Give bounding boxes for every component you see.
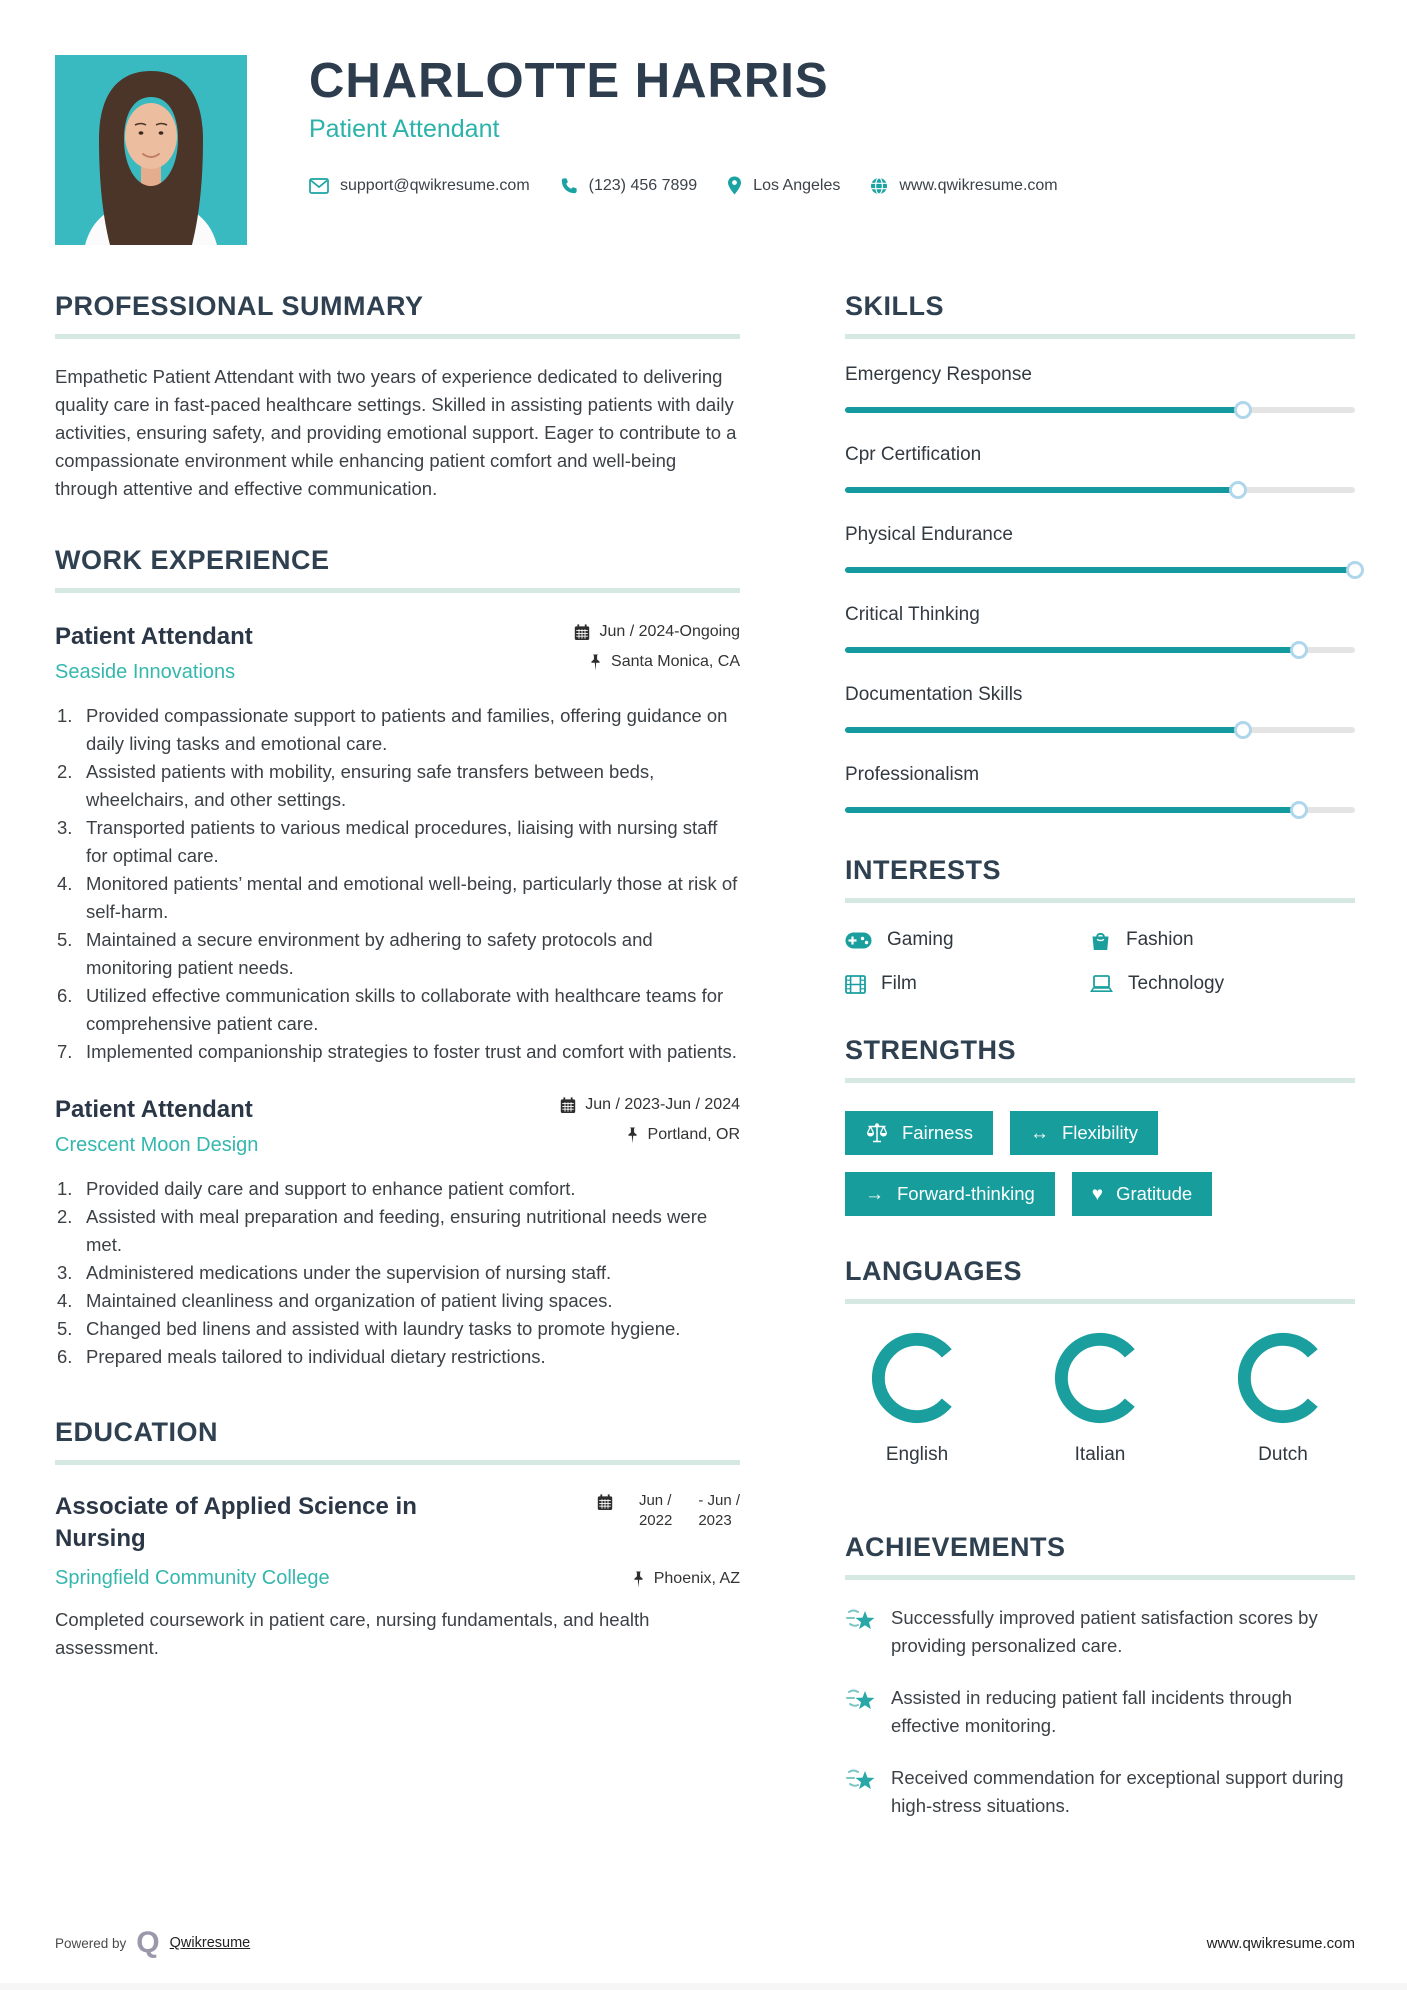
footer <box>55 1928 1355 1958</box>
work-heading: WORK EXPERIENCE <box>55 545 330 575</box>
section-rule <box>55 334 740 339</box>
language-ring <box>871 1332 963 1424</box>
language-english <box>857 1332 977 1466</box>
job-meta <box>574 623 740 684</box>
phone-icon <box>560 177 578 195</box>
languages-heading: LANGUAGES <box>845 1256 1023 1286</box>
interests-section <box>845 855 1355 995</box>
strength-badge-flexibility <box>1010 1111 1158 1155</box>
strength-label: Forward-thinking <box>897 1183 1035 1204</box>
achievement-item <box>845 1604 1355 1660</box>
powered-by-text: Powered by <box>55 1935 127 1951</box>
skill-row <box>845 604 1355 659</box>
skill-slider <box>845 641 1355 659</box>
calendar-icon <box>574 624 590 641</box>
education-date-to-month: - Jun / <box>698 1492 740 1509</box>
person-title: Patient Attendant <box>309 115 500 143</box>
contact-phone <box>560 177 698 195</box>
interest-label: Fashion <box>1126 929 1194 950</box>
contact-location-text: Los Angeles <box>753 176 841 194</box>
summary-section <box>55 291 740 503</box>
calendar-icon <box>597 1494 613 1511</box>
arrow-right-icon: → <box>865 1183 884 1205</box>
footer-website: www.qwikresume.com <box>1206 1934 1355 1952</box>
language-label: Italian <box>1074 1444 1126 1465</box>
achievements-section <box>845 1532 1355 1820</box>
laptop-icon <box>1090 975 1113 993</box>
pushpin-icon <box>626 1127 639 1144</box>
interest-label: Gaming <box>887 929 954 950</box>
job-header <box>55 1096 740 1157</box>
strengths-section <box>845 1035 1355 1216</box>
job-bullet: Transported patients to various medical procedures, liaising with nursing staff for optimal care. <box>86 817 718 866</box>
interest-label: Film <box>881 973 917 994</box>
job-bullet: Maintained a secure environment by adhering to safety protocols and monitoring patient needs. <box>86 929 653 978</box>
interest-gaming <box>845 929 1090 951</box>
job-bullet: Monitored patients’ mental and emotional well-being, particularly those at risk of self-harm. <box>86 873 738 922</box>
job-bullet: Assisted with meal preparation and feeding, ensuring nutritional needs were met. <box>86 1206 708 1255</box>
contact-email-text: support@qwikresume.com <box>340 176 530 194</box>
job-dates: Jun / 2023-Jun / 2024 <box>585 1096 740 1113</box>
job-company: Seaside Innovations <box>55 661 236 683</box>
education-heading: EDUCATION <box>55 1417 218 1447</box>
achievement-item <box>845 1764 1355 1820</box>
education-dates <box>597 1491 740 1555</box>
contact-website-text: www.qwikresume.com <box>899 176 1058 194</box>
section-rule <box>845 334 1355 339</box>
section-rule <box>55 588 740 593</box>
double-arrow-icon: ↔ <box>1029 1122 1049 1144</box>
job-bullet: Utilized effective communication skills to collaborate with healthcare teams for comprehensive patient care. <box>86 985 724 1034</box>
calendar-icon <box>560 1097 576 1114</box>
skill-slider <box>845 721 1355 739</box>
contact-phone-text: (123) 456 7899 <box>588 176 698 194</box>
job-location: Santa Monica, CA <box>611 653 740 670</box>
scale-icon <box>865 1122 889 1144</box>
header <box>55 55 1355 245</box>
language-italian <box>1040 1332 1160 1466</box>
language-label: Dutch <box>1258 1444 1308 1465</box>
job-entry <box>55 623 740 1066</box>
job-bullet: Assisted patients with mobility, ensuring safe transfers between beds, wheelchairs, and other settings. <box>86 761 655 810</box>
job-bullet: Provided daily care and support to enhance patient comfort. <box>86 1178 576 1199</box>
achievement-text: Received commendation for exceptional support during high-stress situations. <box>891 1767 1344 1816</box>
section-rule <box>845 1575 1355 1580</box>
skill-row <box>845 444 1355 499</box>
skill-label: Physical Endurance <box>845 524 1013 545</box>
skill-row <box>845 364 1355 419</box>
strength-badges <box>845 1111 1355 1216</box>
film-icon <box>845 975 866 994</box>
skill-slider-thumb <box>1234 721 1252 739</box>
skill-slider-fill <box>845 407 1243 413</box>
job-title: Patient Attendant <box>55 623 253 650</box>
strengths-heading: STRENGTHS <box>845 1035 1017 1065</box>
interest-technology <box>1090 973 1335 995</box>
job-bullet-list <box>55 1175 740 1371</box>
strength-label: Gratitude <box>1116 1183 1193 1204</box>
profile-photo <box>55 55 247 245</box>
email-icon <box>309 178 329 194</box>
interests-heading: INTERESTS <box>845 855 1002 885</box>
summary-heading: PROFESSIONAL SUMMARY <box>55 291 424 321</box>
skill-label: Professionalism <box>845 764 980 785</box>
skill-slider-fill <box>845 647 1299 653</box>
skill-label: Documentation Skills <box>845 684 1023 705</box>
language-ring <box>1054 1332 1146 1424</box>
powered-by <box>55 1928 250 1958</box>
contact-row <box>309 176 1058 195</box>
qwikresume-link[interactable]: Qwikresume <box>169 1935 251 1951</box>
achievement-item <box>845 1684 1355 1740</box>
skill-slider-thumb <box>1229 481 1247 499</box>
job-bullet: Prepared meals tailored to individual dietary restrictions. <box>86 1346 546 1367</box>
qwikresume-logo: Q <box>136 1926 160 1959</box>
contact-email <box>309 177 530 195</box>
skill-slider <box>845 561 1355 579</box>
skill-label: Emergency Response <box>845 364 1032 385</box>
location-icon <box>727 176 742 195</box>
section-rule <box>845 898 1355 903</box>
job-location-row <box>574 653 740 671</box>
strength-label: Fairness <box>902 1122 973 1143</box>
job-company: Crescent Moon Design <box>55 1134 259 1156</box>
skill-slider-thumb <box>1346 561 1364 579</box>
education-section <box>55 1417 740 1662</box>
interest-label: Technology <box>1128 973 1225 994</box>
skill-slider-fill <box>845 567 1355 573</box>
strength-badge-fairness <box>845 1111 993 1155</box>
skill-row <box>845 684 1355 739</box>
skills-section <box>845 291 1355 819</box>
job-bullet: Maintained cleanliness and organization of patient living spaces. <box>86 1290 613 1311</box>
job-dates-row <box>560 1096 740 1114</box>
achievements-heading: ACHIEVEMENTS <box>845 1532 1066 1562</box>
skill-slider <box>845 401 1355 419</box>
job-title-company <box>55 623 253 684</box>
language-label: English <box>885 1444 949 1465</box>
person-name: CHARLOTTE HARRIS <box>309 54 829 108</box>
job-title-company <box>55 1096 258 1157</box>
job-title: Patient Attendant <box>55 1096 253 1123</box>
globe-icon <box>870 177 888 195</box>
languages-section <box>845 1256 1355 1466</box>
right-column <box>845 291 1355 1820</box>
job-location-row <box>560 1126 740 1144</box>
education-school: Springfield Community College <box>55 1567 330 1589</box>
language-row <box>845 1332 1355 1466</box>
education-date-from <box>639 1491 672 1531</box>
shooting-star-icon <box>845 1606 876 1634</box>
job-dates-row <box>574 623 740 641</box>
profile-photo-illustration <box>55 55 247 245</box>
education-date-from-month: Jun / <box>638 1492 672 1509</box>
education-description: Completed coursework in patient care, nursing fundamentals, and health assessment. <box>55 1609 650 1658</box>
skills-heading: SKILLS <box>845 291 945 321</box>
education-header <box>55 1491 740 1555</box>
section-rule <box>55 1460 740 1465</box>
job-dates: Jun / 2024-Ongoing <box>599 623 740 640</box>
pushpin-icon <box>589 654 602 671</box>
shopping-bag-icon <box>1090 930 1111 951</box>
strength-label: Flexibility <box>1061 1122 1139 1143</box>
job-header <box>55 623 740 684</box>
education-date-from-year: 2022 <box>638 1512 673 1529</box>
skill-label: Critical Thinking <box>845 604 980 625</box>
skill-row <box>845 764 1355 819</box>
strength-badge-forward-thinking <box>845 1172 1055 1216</box>
language-ring <box>1237 1332 1329 1424</box>
education-degree: Associate of Applied Science in Nursing <box>55 1493 417 1552</box>
summary-text: Empathetic Patient Attendant with two years of experience dedicated to delivering quality care in fast-paced healthcare settings. Skilled in assisting patients with daily activities, ensuring safety, and providing emotional support. Eager to contribute to a compassionate environment while enhancing patient comfort and well-being through attentive and effective communication. <box>55 366 737 499</box>
job-bullet-list <box>55 702 740 1066</box>
pushpin-icon <box>632 1571 645 1588</box>
job-bullet: Administered medications under the supervision of nursing staff. <box>86 1262 612 1283</box>
education-date-to-year: 2023 <box>698 1512 732 1529</box>
interest-film <box>845 973 1090 995</box>
skill-slider-thumb <box>1290 641 1308 659</box>
job-bullet: Provided compassionate support to patients and families, offering guidance on daily living tasks and emotional care. <box>86 705 728 754</box>
education-location: Phoenix, AZ <box>653 1570 740 1587</box>
content-columns <box>55 291 1355 1820</box>
work-experience-section <box>55 545 740 1371</box>
skill-slider <box>845 801 1355 819</box>
achievement-text: Assisted in reducing patient fall incidents through effective monitoring. <box>891 1687 1293 1736</box>
bottom-strip <box>0 1983 1407 1990</box>
skill-slider-fill <box>845 487 1238 493</box>
achievement-text: Successfully improved patient satisfaction scores by providing personalized care. <box>891 1607 1318 1656</box>
skill-slider <box>845 481 1355 499</box>
section-rule <box>845 1299 1355 1304</box>
skill-slider-thumb <box>1290 801 1308 819</box>
left-column <box>55 291 740 1820</box>
shooting-star-icon <box>845 1766 876 1794</box>
contact-location <box>727 176 840 195</box>
interest-fashion <box>1090 929 1335 951</box>
job-bullet: Implemented companionship strategies to foster trust and comfort with patients. <box>86 1041 737 1062</box>
job-bullet: Changed bed linens and assisted with laundry tasks to promote hygiene. <box>86 1318 681 1339</box>
skill-row <box>845 524 1355 579</box>
contact-website <box>870 177 1057 195</box>
skill-label: Cpr Certification <box>845 444 982 465</box>
education-date-to <box>698 1491 740 1531</box>
skill-slider-fill <box>845 807 1299 813</box>
job-entry <box>55 1096 740 1371</box>
job-location: Portland, OR <box>647 1126 740 1143</box>
skill-slider-thumb <box>1234 401 1252 419</box>
shooting-star-icon <box>845 1686 876 1714</box>
language-dutch <box>1223 1332 1343 1466</box>
section-rule <box>845 1078 1355 1083</box>
interest-grid <box>845 929 1355 995</box>
job-meta <box>560 1096 740 1157</box>
skill-slider-fill <box>845 727 1243 733</box>
strength-badge-gratitude <box>1072 1172 1212 1216</box>
heart-icon: ♥ <box>1091 1183 1104 1205</box>
header-info <box>309 55 1058 245</box>
gamepad-icon <box>845 932 872 949</box>
